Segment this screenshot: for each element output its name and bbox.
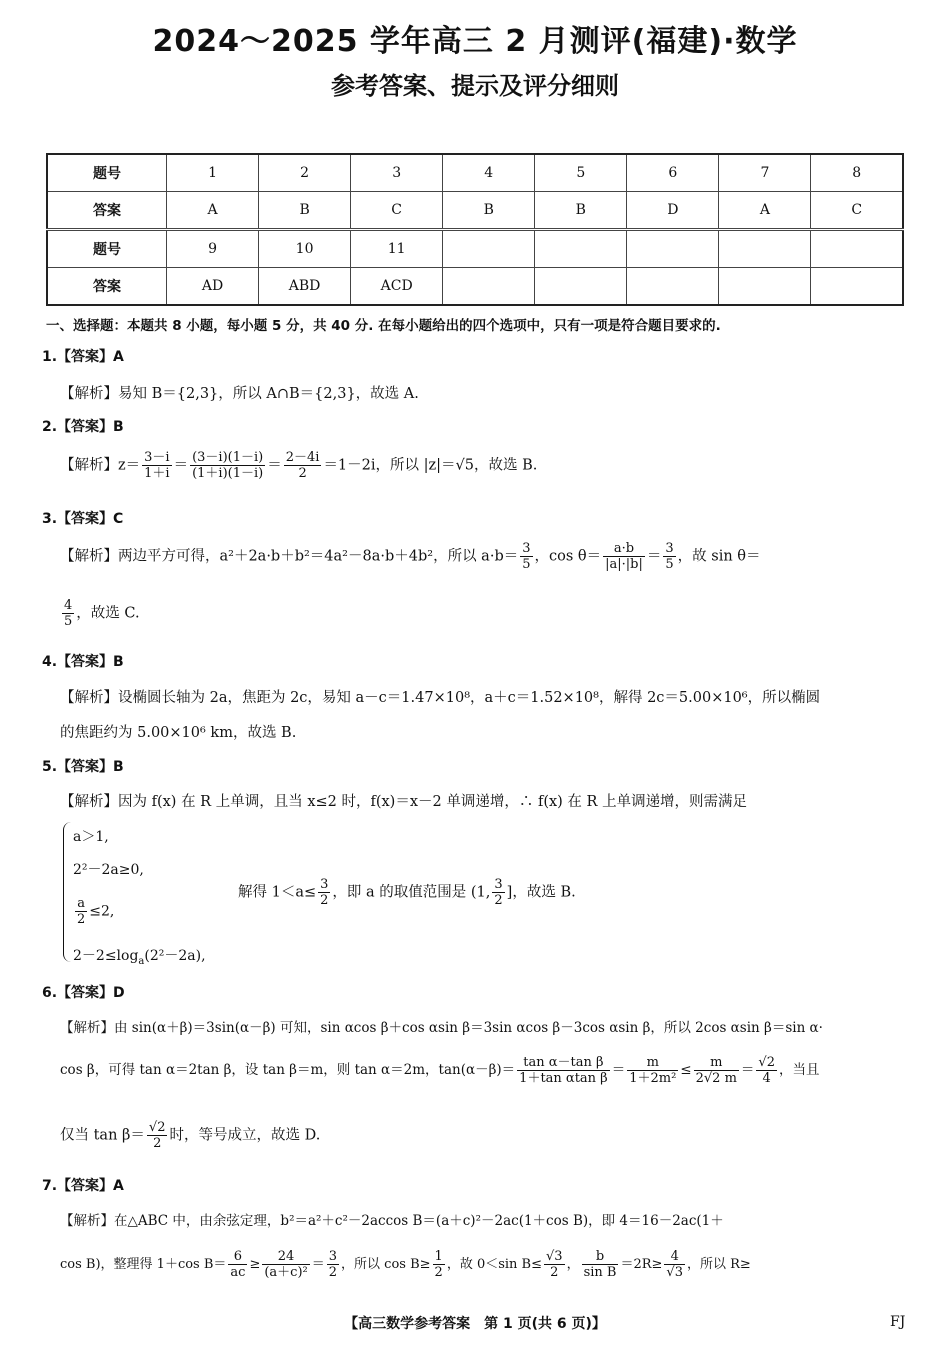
row-label: 答案 (47, 268, 167, 306)
table-cell: B (443, 192, 535, 230)
table-cell: 1 (167, 154, 259, 192)
q3-explanation-cont: $\frac{4}{5}$ ，故选 C. (64, 598, 140, 629)
table-cell (443, 230, 535, 268)
table-row (47, 192, 903, 230)
table-cell (719, 268, 811, 306)
fraction: $\frac{3}{5}$ (665, 541, 674, 572)
fraction: $\frac{4}{√3}$ (666, 1249, 683, 1280)
q6-explanation-end: 仅当 tan β＝ $\frac{√2}{2}$ 时，等号成立，故选 D. (60, 1120, 321, 1151)
table-cell: ACD (351, 268, 443, 306)
table-cell: AD (167, 268, 259, 306)
table-cell: B (259, 192, 351, 230)
table-cell (443, 268, 535, 306)
fraction: $\frac{m}{2√2 m}$ (695, 1055, 737, 1086)
table-cell: C (351, 192, 443, 230)
answer-table (46, 153, 904, 306)
page-subtitle: 参考答案、提示及评分细则 (331, 72, 619, 100)
table-row (47, 154, 903, 192)
table-cell: 10 (259, 230, 351, 268)
system-line: a＞1, (73, 829, 109, 845)
fraction: $\frac{\text{tan α－tan β}}{\text{1＋tan αtan β}}$ (519, 1055, 608, 1086)
table-cell: 5 (535, 154, 627, 192)
fraction: $\frac{√2}{2}$ (148, 1120, 166, 1151)
table-cell: D (627, 192, 719, 230)
page-footer: 【高三数学参考答案 第 1 页(共 6 页)】 (344, 1316, 606, 1332)
q4-explanation: 【解析】设椭圆长轴为 2a，焦距为 2c，易知 a－c＝1.47×10⁸，a＋c＝1.52×10⁸，解得 2c＝5.00×10⁶，所以椭圆 (60, 690, 821, 706)
table-cell (535, 230, 627, 268)
q5-solution: 解得 1＜a≤ $\frac{3}{2}$ ，即 a 的取值范围是 (1, $\frac{3}{2}$ ]，故选 B. (238, 877, 576, 908)
table-cell: 8 (811, 154, 903, 192)
fraction: $\frac{3}{2}$ (328, 1249, 338, 1280)
fraction: $\frac{√3}{2}$ (546, 1249, 563, 1280)
table-cell (627, 230, 719, 268)
table-cell: 7 (719, 154, 811, 192)
q6-answer: 6.【答案】D (42, 985, 125, 1001)
q7-explanation: 【解析】在△ABC 中，由余弦定理，b²＝a²＋c²－2accos B＝(a＋c)²－2ac(1＋cos B)，即 4＝16－2ac(1＋ (60, 1213, 724, 1229)
fraction: $\frac{a}{2}$ (77, 896, 86, 927)
q5-explanation: 【解析】因为 f(x) 在 R 上单调，且当 x≤2 时，f(x)＝x－2 单调递增，∴ f(x) 在 R 上单调递增，则需满足 (60, 794, 748, 810)
table-cell: B (535, 192, 627, 230)
table-cell: 9 (167, 230, 259, 268)
q2-explanation: 【解析】z＝ $\frac{3-i}{1+i}$ ＝ $\frac{(3-i)(1-i)}{(1+i)(1-i)}$ ＝ $\frac{2-4i}{2}$ ＝1－2i，所以 |z|＝√5，故选 B. (60, 450, 538, 481)
table-cell: C (811, 192, 903, 230)
table-cell: 2 (259, 154, 351, 192)
q7-explanation-cont: cos B)，整理得 1＋cos B＝ $\frac{6}{ac}$ ≥ $\frac{24}{\text{(a＋c)²}}$ ＝ $\frac{3}{2}$ ，所以 cos B≥ $\frac{1}{2}$ ，故 0＜sin B≤ $\frac{√3}{2}$ ， $\frac{b}{\text{sin B}}$ ＝2R≥ $\frac{4}{√3}$ ，所以 R≥ (60, 1249, 751, 1280)
table-cell: 6 (627, 154, 719, 192)
q5-answer: 5.【答案】B (42, 759, 124, 775)
fraction: $\frac{b}{\text{sin B}}$ (583, 1249, 617, 1280)
q6-explanation: 【解析】由 sin(α＋β)＝3sin(α－β) 可知，sin αcos β＋cos αsin β＝3sin αcos β－3cos αsin β，所以 2cos αsin β＝sin α· (60, 1020, 823, 1036)
table-cell (811, 268, 903, 306)
region-code: FJ (890, 1314, 906, 1330)
table-row (47, 230, 903, 268)
row-label: 题号 (47, 154, 167, 192)
fraction: $\frac{(3-i)(1-i)}{(1+i)(1-i)}$ (192, 450, 264, 481)
table-cell: A (719, 192, 811, 230)
q1-explanation: 【解析】易知 B＝{2,3}，所以 A∩B＝{2,3}，故选 A. (60, 386, 419, 402)
fraction: $\frac{3}{2}$ (320, 877, 329, 908)
table-cell: 3 (351, 154, 443, 192)
section-heading: 一、选择题：本题共 8 小题，每小题 5 分，共 40 分. 在每小题给出的四个选项中，只有一项是符合题目要求的. (46, 318, 721, 334)
system-brace (63, 822, 72, 962)
system-line: $2-2\le\log_a(2^2-2a)$, (73, 948, 206, 967)
table-cell: 4 (443, 154, 535, 192)
fraction: $\frac{2-4i}{2}$ (285, 450, 320, 481)
fraction: $\frac{3}{5}$ (522, 541, 531, 572)
q7-answer: 7.【答案】A (42, 1178, 124, 1194)
table-row (47, 268, 903, 306)
row-label: 题号 (47, 230, 167, 268)
fraction: $\frac{a\cdot b}{|a|\cdot|b|}$ (605, 541, 643, 572)
fraction: $\frac{3-i}{1+i}$ (144, 450, 170, 481)
fraction: $\frac{√2}{4}$ (758, 1055, 775, 1086)
row-label: 答案 (47, 192, 167, 230)
table-cell: 11 (351, 230, 443, 268)
q4-explanation-cont: 的焦距约为 5.00×10⁶ km，故选 B. (60, 725, 297, 741)
q4-answer: 4.【答案】B (42, 654, 124, 670)
fraction: $\frac{3}{2}$ (494, 877, 503, 908)
system-line: $\frac{a}{2}$ ≤2, (77, 896, 115, 927)
fraction: $\frac{24}{\text{(a＋c)²}}$ (264, 1249, 308, 1280)
table-cell (627, 268, 719, 306)
q6-explanation-cont: cos β，可得 tan α＝2tan β，设 tan β＝m，则 tan α＝2m，tan(α－β)＝ $\frac{\text{tan α－tan β}}{\text{1＋tan αtan β}}$ ＝ $\frac{m}{\text{1＋2m²}}$ ≤ $\frac{m}{2√2 m}$ ＝ $\frac{√2}{4}$ ，当且 (60, 1055, 820, 1086)
q1-answer: 1.【答案】A (42, 349, 124, 365)
fraction: $\frac{m}{\text{1＋2m²}}$ (629, 1055, 677, 1086)
page-title: 2024～2025 学年高三 2 月测评(福建)·数学 (152, 24, 798, 59)
q3-answer: 3.【答案】C (42, 511, 124, 527)
table-cell: A (167, 192, 259, 230)
q2-answer: 2.【答案】B (42, 419, 124, 435)
fraction: $\frac{4}{5}$ (64, 598, 73, 629)
table-cell (535, 268, 627, 306)
system-line: 2²－2a≥0, (73, 862, 144, 878)
q3-explanation: 【解析】两边平方可得，a²＋2a·b＋b²＝4a²－8a·b＋4b²，所以 a·b＝ $\frac{3}{5}$ ，cos θ＝ $\frac{a\cdot b}{|a|\cdot|b|}$ ＝ $\frac{3}{5}$ ，故 sin θ＝ (60, 541, 761, 572)
table-cell (811, 230, 903, 268)
fraction: $\frac{1}{2}$ (434, 1249, 443, 1280)
table-cell: ABD (259, 268, 351, 306)
fraction: $\frac{6}{ac}$ (230, 1249, 246, 1280)
table-cell (719, 230, 811, 268)
